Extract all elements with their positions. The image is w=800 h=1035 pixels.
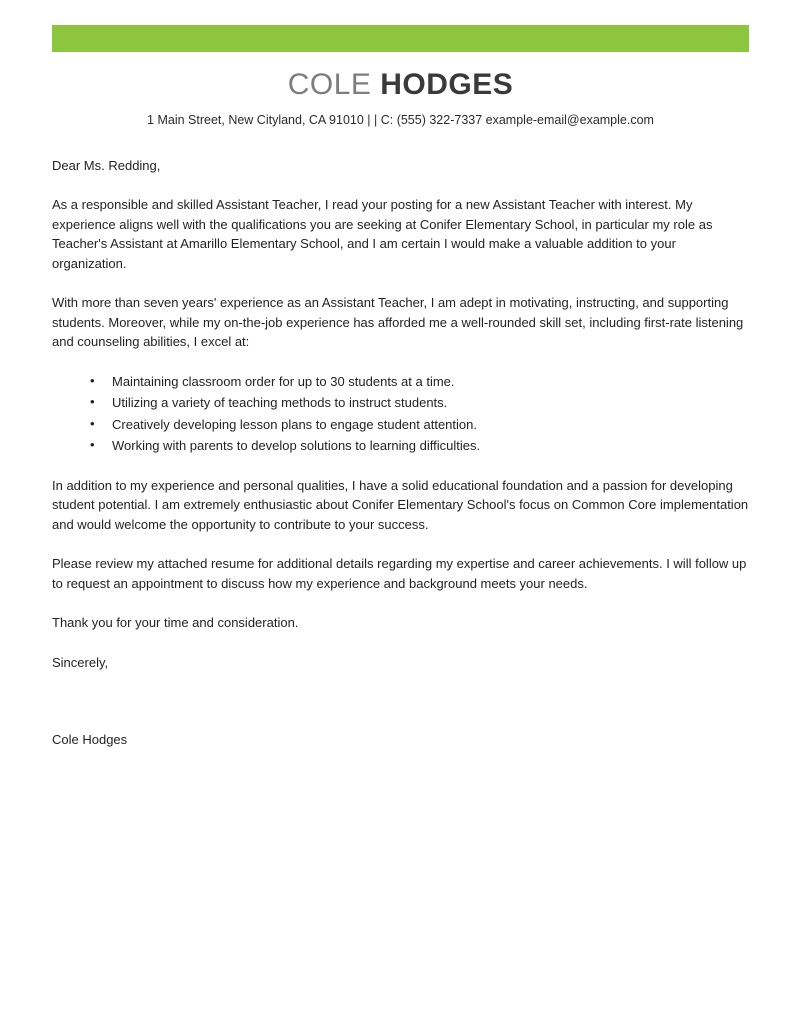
signature-name: Cole Hodges xyxy=(52,732,128,747)
list-item: • Working with parents to develop solutions to learning difficulties. xyxy=(90,436,749,456)
body-paragraph-2: With more than seven years' experience as an Assistant Teacher, I am adept in motivating, instructing, and supporting students. Moreover, while my on-the-job experience has afforded me a well-rounded skill set, including first-rate listening and counseling abilities, I excel at: xyxy=(52,295,744,349)
list-item: • Utilizing a variety of teaching methods to instruct students. xyxy=(90,393,749,413)
name-space xyxy=(371,68,380,101)
list-item: • Maintaining classroom order for up to 30 students at a time. xyxy=(90,372,749,392)
body-paragraph-4: Please review my attached resume for additional details regarding my expertise and career achievements. I will follow up to request an appointment to discuss how my experience and background meets your needs. xyxy=(52,556,747,591)
page-title xyxy=(52,66,749,104)
list-item: • Creatively developing lesson plans to engage student attention. xyxy=(90,415,749,435)
body-paragraph-1: As a responsible and skilled Assistant Teacher, I read your posting for a new Assistant Teacher with interest. My experience aligns well with the qualifications you are seeking at Conifer Elementary School, in particular my role as Teacher's Assistant at Amarillo Elementary School, and I am certain I would make a valuable addition to your organization. xyxy=(52,197,713,271)
accent-bar xyxy=(52,25,749,52)
qualifications-list xyxy=(52,372,749,456)
first-name: COLE xyxy=(287,68,372,101)
thank-you-line: Thank you for your time and consideration. xyxy=(52,615,299,630)
signoff-line: Sincerely, xyxy=(52,654,109,670)
contact-info: 1 Main Street, New Cityland, CA 91010 | | C: (555) 322-7337 example-email@example.com xyxy=(147,113,654,127)
last-name: HODGES xyxy=(380,68,514,101)
letter-content xyxy=(52,66,749,750)
salutation: Dear Ms. Redding, xyxy=(52,158,161,173)
body-paragraph-3: In addition to my experience and personal qualities, I have a solid educational foundation and a passion for developing student potential. I am extremely enthusiastic about Conifer Elementary School's focus on Common Core implementation and would welcome the opportunity to contribute to your success. xyxy=(52,477,749,532)
